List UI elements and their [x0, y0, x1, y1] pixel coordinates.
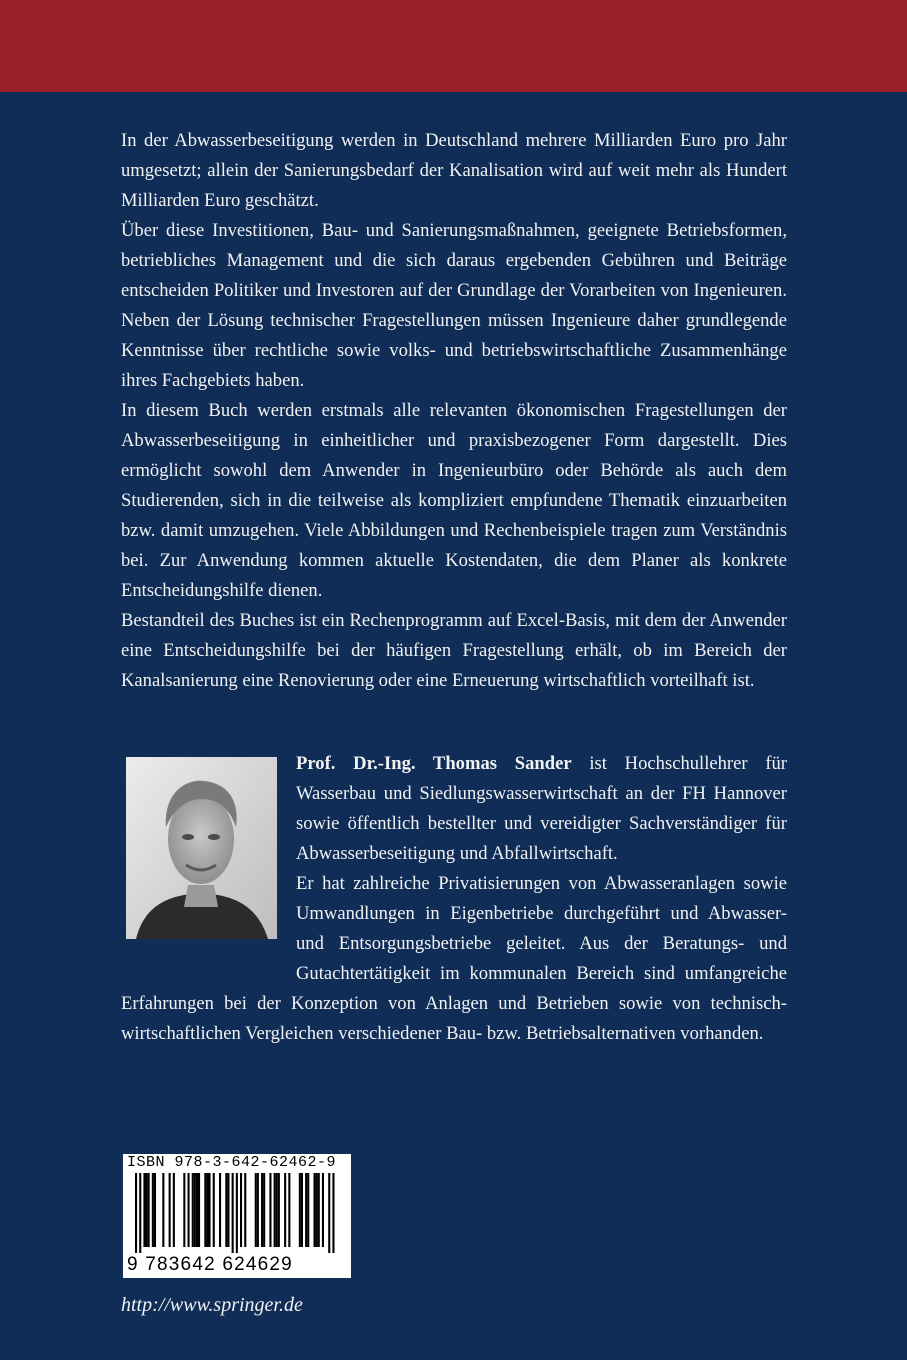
barcode-bar: [263, 1173, 265, 1247]
blurb-text: [121, 126, 787, 696]
barcode-bar: [305, 1173, 307, 1247]
barcode-bar: [146, 1173, 148, 1247]
barcode-bar: [232, 1173, 234, 1253]
barcode-bar: [143, 1173, 145, 1247]
ean-digits: 9 783642 624629: [127, 1254, 293, 1275]
author-photo: [126, 757, 277, 939]
barcode-bar: [274, 1173, 276, 1247]
barcode-bar: [332, 1173, 334, 1253]
barcode-bar: [198, 1173, 200, 1247]
barcode-bar: [196, 1173, 198, 1247]
blurb-paragraph: Über diese Investitionen, Bau- und Sanierungsmaßnahmen, geeignete Betriebsformen, betriebliches Management und die sich daraus ergebenden Gebühren und Beiträge entscheiden Politiker und Investoren auf der Grundlage der Vorarbeiten von Ingenieuren. Neben der Lösung technischer Fragestellungen müssen Ingenieure daher grundlegende Kenntnisse über rechtliche sowie volks- und betriebswirtschaftliche Zusammenhänge ihres Fachgebiets haben.: [121, 220, 787, 391]
barcode-bar: [307, 1173, 309, 1247]
barcode-bar: [169, 1173, 171, 1247]
barcode-bar: [261, 1173, 263, 1247]
barcode-bar: [244, 1173, 246, 1247]
barcode-bar: [188, 1173, 190, 1247]
barcode-bar: [194, 1173, 196, 1247]
blurb-paragraph: Bestandteil des Buches ist ein Rechenprogramm auf Excel-Basis, mit dem der Anwender eine Entscheidungshilfe bei der häufigen Fragestellung erhält, ob im Bereich der Kanalsanierung eine Renovierung oder eine Erneuerung wirtschaftlich vorteilhaft ist.: [121, 610, 787, 691]
barcode-bar: [206, 1173, 208, 1247]
barcode-bar: [135, 1173, 137, 1253]
barcode-bar: [139, 1173, 141, 1253]
barcode-bar: [227, 1173, 229, 1247]
barcode-bars: [129, 1173, 345, 1253]
barcode-bar: [204, 1173, 206, 1247]
barcode-bar: [192, 1173, 194, 1247]
barcode-bar: [328, 1173, 330, 1253]
author-bio-text: ist Hochschullehrer für Wasserbau und Siedlungswasserwirtschaft an der FH Hannover sowie öffentlich bestellter und vereidigter Sachverständiger für Abwasserbeseitigung und Abfallwirtschaft.: [296, 753, 787, 864]
barcode-bar: [316, 1173, 318, 1247]
barcode-bar: [301, 1173, 303, 1247]
publisher-url[interactable]: http://www.springer.de: [121, 1294, 303, 1316]
barcode-bar: [278, 1173, 280, 1247]
barcode-bar: [240, 1173, 242, 1247]
barcode-bar: [183, 1173, 185, 1247]
blurb-paragraph: In diesem Buch werden erstmals alle relevanten ökonomischen Fragestellungen der Abwasserbeseitigung in einheitlicher und praxisbezogener Form dargestellt. Dies ermöglicht sowohl dem Anwender in Ingenieurbüro oder Behörde als auch dem Studierenden, sich in die teilweise als kompliziert empfundene Thematik einzuarbeiten bzw. damit umzugehen. Viele Abbildungen und Rechenbeispiele tragen zum Verständnis bei. Zur Anwendung kommen aktuelle Kostendaten, die dem Planer als konkrete Entscheidungshilfe dienen.: [121, 400, 787, 601]
isbn-barcode: [123, 1154, 351, 1278]
cover-top-band: [0, 0, 907, 92]
barcode-bar: [322, 1173, 324, 1247]
barcode-bar: [154, 1173, 156, 1247]
barcode-bar: [288, 1173, 290, 1247]
barcode-bar: [314, 1173, 316, 1247]
barcode-bar: [318, 1173, 320, 1247]
barcode-bar: [299, 1173, 301, 1247]
barcode-bar: [236, 1173, 238, 1253]
author-name: Prof. Dr.-Ing. Thomas Sander: [296, 753, 572, 774]
barcode-bar: [162, 1173, 164, 1247]
blurb-paragraph: In der Abwasserbeseitigung werden in Deutschland mehrere Milliarden Euro pro Jahr umgesetzt; allein der Sanierungsbedarf der Kanalisation wird auf weit mehr als Hundert Milliarden Euro geschätzt.: [121, 130, 787, 211]
barcode-bar: [257, 1173, 259, 1247]
barcode-bar: [173, 1173, 175, 1247]
barcode-bar: [219, 1173, 221, 1247]
isbn-text: ISBN 978-3-642-62462-9: [127, 1154, 337, 1171]
barcode-bar: [276, 1173, 278, 1247]
barcode-bar: [213, 1173, 215, 1247]
barcode-bar: [284, 1173, 286, 1247]
author-bio-paragraph: Er hat zahlreiche Privatisierungen von Abwasseranlagen sowie Umwandlungen in Eigenbetriebe durchgeführt und Abwasser- und Entsorgungsbetriebe geleitet. Aus der Beratungs- und Gutachtertätigkeit im kommunalen Bereich sind umfangreiche Erfahrungen bei der Konzeption von Anlagen und Betrieben sowie von technisch-wirtschaftlichen Vergleichen verschiedener Bau- bzw. Betriebsalternativen vorhanden.: [121, 873, 787, 1044]
barcode-bar: [209, 1173, 211, 1247]
barcode-bar: [255, 1173, 257, 1247]
barcode-bar: [225, 1173, 227, 1247]
barcode-bar: [152, 1173, 154, 1247]
barcode-bar: [148, 1173, 150, 1247]
barcode-bar: [269, 1173, 271, 1247]
